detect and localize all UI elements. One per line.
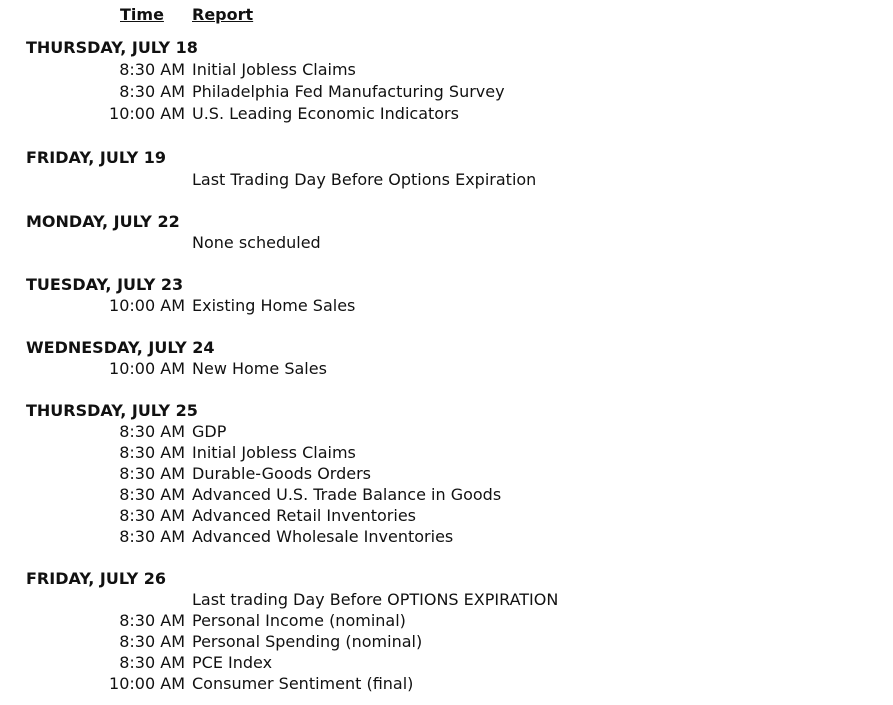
event-report: Philadelphia Fed Manufacturing Survey bbox=[192, 82, 505, 101]
event-time: 8:30 AM bbox=[119, 60, 185, 79]
event-report: Initial Jobless Claims bbox=[192, 60, 356, 79]
event-report: Last trading Day Before OPTIONS EXPIRATION bbox=[192, 590, 559, 609]
day-heading: THURSDAY, JULY 18 bbox=[26, 38, 198, 57]
event-time: 8:30 AM bbox=[119, 422, 185, 441]
event-report: Personal Spending (nominal) bbox=[192, 632, 423, 651]
event-report: Consumer Sentiment (final) bbox=[192, 674, 414, 693]
event-report: None scheduled bbox=[192, 233, 321, 252]
event-report: Advanced U.S. Trade Balance in Goods bbox=[192, 485, 502, 504]
event-time: 8:30 AM bbox=[119, 632, 185, 651]
event-report: U.S. Leading Economic Indicators bbox=[192, 104, 459, 123]
report-column-header: Report bbox=[192, 5, 254, 24]
day-heading: MONDAY, JULY 22 bbox=[26, 212, 180, 231]
event-report: Initial Jobless Claims bbox=[192, 443, 356, 462]
event-time: 8:30 AM bbox=[119, 527, 185, 546]
day-heading: FRIDAY, JULY 19 bbox=[26, 148, 166, 167]
event-report: Personal Income (nominal) bbox=[192, 611, 406, 630]
event-time: 8:30 AM bbox=[119, 611, 185, 630]
event-report: New Home Sales bbox=[192, 359, 327, 378]
day-heading: WEDNESDAY, JULY 24 bbox=[26, 338, 215, 357]
event-time: 8:30 AM bbox=[119, 653, 185, 672]
event-time: 10:00 AM bbox=[109, 104, 185, 123]
event-report: PCE Index bbox=[192, 653, 273, 672]
event-time: 10:00 AM bbox=[109, 674, 185, 693]
event-report: Advanced Retail Inventories bbox=[192, 506, 416, 525]
event-report: Advanced Wholesale Inventories bbox=[192, 527, 454, 546]
event-report: Existing Home Sales bbox=[192, 296, 356, 315]
event-time: 8:30 AM bbox=[119, 506, 185, 525]
day-heading: FRIDAY, JULY 26 bbox=[26, 569, 166, 588]
day-heading: THURSDAY, JULY 25 bbox=[26, 401, 198, 420]
event-time: 10:00 AM bbox=[109, 296, 185, 315]
event-report: Last Trading Day Before Options Expiration bbox=[192, 170, 537, 189]
event-time: 8:30 AM bbox=[119, 443, 185, 462]
event-time: 10:00 AM bbox=[109, 359, 185, 378]
event-report: Durable-Goods Orders bbox=[192, 464, 372, 483]
event-time: 8:30 AM bbox=[119, 82, 185, 101]
event-time: 8:30 AM bbox=[119, 464, 185, 483]
event-report: GDP bbox=[192, 422, 227, 441]
day-heading: TUESDAY, JULY 23 bbox=[26, 275, 184, 294]
time-column-header: Time bbox=[120, 5, 164, 24]
event-time: 8:30 AM bbox=[119, 485, 185, 504]
